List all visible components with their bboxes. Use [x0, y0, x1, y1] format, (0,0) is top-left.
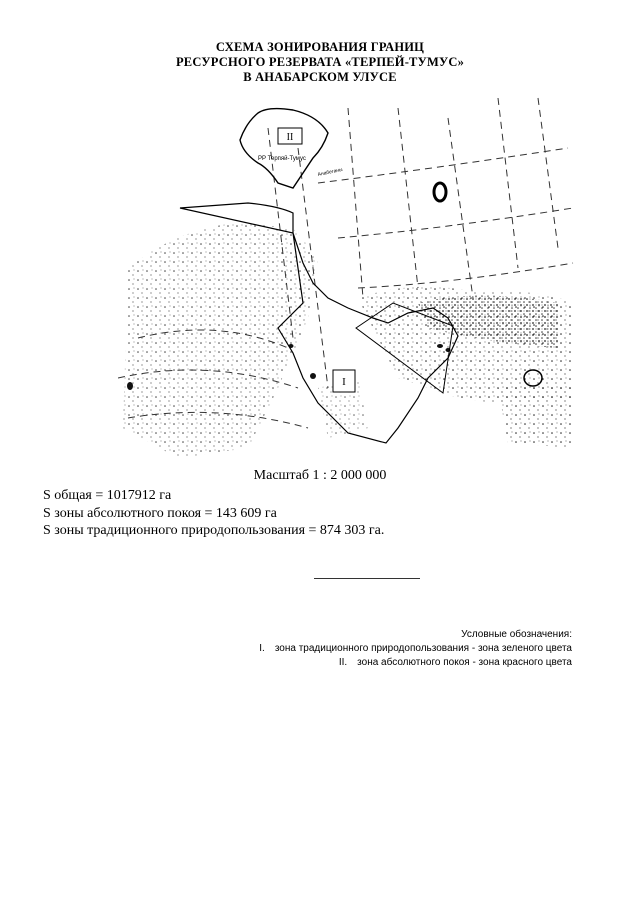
zone-2-boundary [240, 109, 328, 188]
legend-item-1 [245, 642, 572, 656]
legend-item-2-num: II. [338, 657, 348, 668]
zoning-map [118, 88, 578, 468]
terrain-areas [123, 223, 573, 458]
map-scale: Масштаб 1 : 2 000 000 [253, 468, 387, 483]
zone-1-label: I [342, 376, 346, 388]
legend-item-2-text: зона абсолютного покоя - зона красного цвета [357, 657, 572, 668]
title-line-2: РЕСУРСНОГО РЕЗЕРВАТА «ТЕРПЕЙ-ТУМУС» [175, 55, 465, 69]
zone-2-label: II [286, 132, 294, 143]
legend-title: Условные обозначения: [461, 629, 572, 640]
title-line-1: СХЕМА ЗОНИРОВАНИЯ ГРАНИЦ [215, 40, 425, 54]
map-title [0, 40, 640, 85]
area-stats [43, 487, 384, 540]
legend-item-1-num: I. [259, 643, 265, 654]
legend [245, 628, 572, 670]
river-label: Анабеганы [317, 166, 344, 178]
divider-line [314, 578, 420, 579]
legend-item-1-text: зона традиционного природопользования - зона зеленого цвета [274, 643, 572, 654]
reserve-label: РР Терпяй-Тумус [258, 156, 306, 162]
area-total: S общая = 1017912 га [43, 488, 172, 503]
area-traditional-use: S зоны традиционного природопользования = 874 303 га. [43, 523, 385, 538]
map-svg [118, 88, 578, 468]
area-absolute-rest: S зоны абсолютного покоя = 143 609 га [43, 505, 277, 521]
title-line-3: В АНАБАРСКОМ УЛУСЕ [243, 70, 397, 84]
legend-item-2 [245, 656, 572, 670]
